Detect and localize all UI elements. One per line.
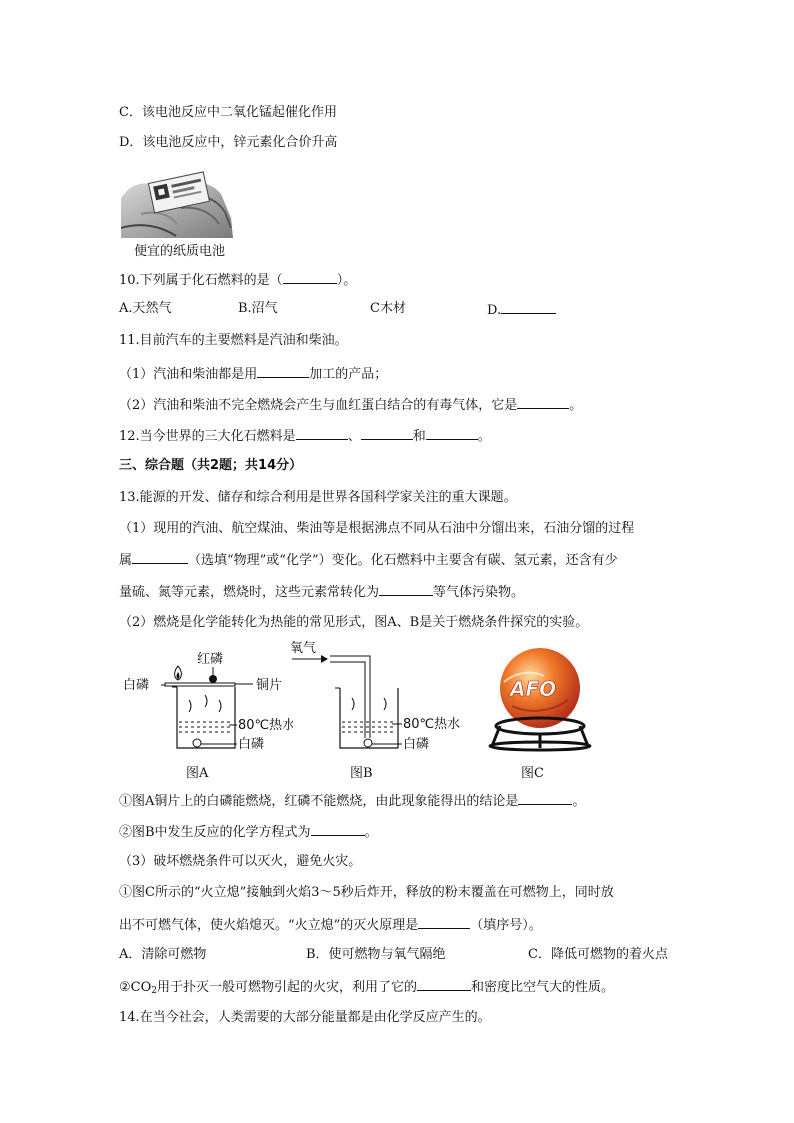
- fig-a-label-water: 80℃热水: [238, 718, 293, 733]
- fig-a-label-red-p: 红磷: [197, 652, 224, 667]
- q13-p1-line2: [119, 550, 618, 570]
- q11-stem: 11.目前汽车的主要燃料是汽油和柴油。: [119, 333, 348, 348]
- q13-p1-line3-text: 量硫、氮等元素，燃烧时，这些元素常转化为: [119, 585, 380, 600]
- q10-option-d-label: D.: [487, 303, 502, 318]
- q13-sub4-co: ②CO: [119, 980, 152, 995]
- fig-a-label-white-p-left: 白磷: [123, 678, 150, 693]
- fig-b-label-oxygen: 氧气: [290, 641, 317, 656]
- q13-option-b: B．使可燃物与氧气隔绝: [306, 947, 446, 962]
- q12-end: 。: [477, 429, 491, 444]
- q10-stem-text: 10.下列属于化石燃料的是（: [119, 273, 283, 288]
- q13-sub4-end: 和密度比空气大的性质。: [471, 980, 615, 995]
- q14-stem: 14.在当今社会，人类需要的大部分能量都是由化学反应产生的。: [119, 1010, 491, 1025]
- q11-part1-blank[interactable]: [257, 364, 309, 378]
- q11-part1: [119, 364, 387, 384]
- q13-p1-blank-1[interactable]: [132, 550, 188, 564]
- q10-option-b: B.沼气: [238, 301, 278, 316]
- q13-sub1-end: 。: [572, 794, 586, 809]
- q13-sub4-blank[interactable]: [417, 977, 471, 991]
- paper-battery-photo: [121, 168, 233, 238]
- q13-p1-line3: [119, 582, 524, 602]
- figure-b-caption: 图B: [350, 766, 373, 781]
- arrow-right-icon: [321, 655, 328, 663]
- photo-caption: 便宜的纸质电池: [134, 244, 226, 259]
- figure-c-caption: 图C: [521, 766, 544, 781]
- q13-p3: （3）破坏燃烧条件可以灭火，避免火灾。: [119, 854, 362, 869]
- q12-stem-text: 12.当今世界的三大化石燃料是: [119, 429, 296, 444]
- section-3-title: 三、综合题（共2题；共14分）: [119, 458, 303, 473]
- figure-b: [288, 638, 468, 754]
- q10-option-d-blank[interactable]: [501, 300, 556, 314]
- q13-sub4-text: 用于扑灭一般可燃物引起的火灾，利用了它的: [157, 980, 418, 995]
- fig-b-label-water: 80℃热水: [403, 717, 461, 732]
- fig-a-label-white-p-bottom: 白磷: [238, 737, 265, 752]
- q13-sub4: [119, 977, 614, 1000]
- q10-blank[interactable]: [283, 270, 337, 284]
- q12-stem: [119, 426, 491, 446]
- red-phosphorus-dot: [209, 675, 217, 683]
- figure-a-caption: 图A: [186, 766, 209, 781]
- q13-option-a: A．清除可燃物: [119, 947, 207, 962]
- fig-b-label-white-p: 白磷: [403, 737, 430, 752]
- q11-part2-text: （2）汽油和柴油不完全燃烧会产生与血红蛋白结合的有毒气体，它是: [119, 398, 518, 413]
- q12-sep-2: 和: [412, 429, 426, 444]
- q13-sub3-blank[interactable]: [418, 915, 470, 929]
- q13-sub1: [119, 791, 585, 811]
- q11-part2-blank[interactable]: [517, 395, 569, 409]
- q11-part2: [119, 395, 582, 415]
- q13-sub3-line2: [119, 915, 542, 935]
- q11-part2-end: 。: [569, 398, 583, 413]
- q11-part1-end: 加工的产品；: [309, 367, 388, 382]
- q13-sub3-line2-text: 出不可燃气体，使火焰熄灭。“火立熄”的灭火原理是: [119, 918, 419, 933]
- q10-option-c: C木材: [370, 301, 406, 316]
- q9-option-c: C．该电池反应中二氧化锰起催化作用: [119, 105, 337, 120]
- q13-option-c: C．降低可燃物的着火点: [528, 947, 668, 962]
- q11-part1-text: （1）汽油和柴油都是用: [119, 367, 258, 382]
- q12-sep-1: 、: [347, 429, 361, 444]
- q12-blank-1[interactable]: [296, 426, 348, 440]
- q13-sub1-blank[interactable]: [518, 791, 572, 805]
- q13-sub1-text: ①图A铜片上的白磷能燃烧，红磷不能燃烧，由此现象能得出的结论是: [119, 794, 519, 809]
- q13-p1-line2-text: 属: [119, 553, 133, 568]
- q13-p1-line2-end: （选填“物理”或“化学”）变化。化石燃料中主要含有碳、氢元素，还含有少: [188, 553, 618, 568]
- q10-stem-end: ）。: [336, 273, 357, 288]
- q12-blank-2[interactable]: [361, 426, 413, 440]
- fig-a-label-copper: 铜片: [256, 678, 283, 693]
- q13-p2: （2）燃烧是化学能转化为热能的常见形式，图A、B是关于燃烧条件探究的实验。: [119, 615, 589, 630]
- q10-option-d: [487, 300, 556, 320]
- q13-stem: 13.能源的开发、储存和综合利用是世界各国科学家关注的重大课题。: [119, 490, 517, 505]
- q12-blank-3[interactable]: [426, 426, 478, 440]
- q13-sub2-blank[interactable]: [311, 822, 365, 836]
- q13-p1-blank-2[interactable]: [379, 582, 433, 596]
- q10-stem: [119, 270, 356, 290]
- q13-p1-line3-end: 等气体污染物。: [433, 585, 525, 600]
- figure-a: [117, 645, 293, 755]
- q13-p1-line1: （1）现用的汽油、航空煤油、柴油等是根据沸点不同从石油中分馏出来，石油分馏的过程: [119, 521, 635, 536]
- ball-text: AFO: [510, 677, 557, 701]
- q13-sub2-end: 。: [364, 825, 378, 840]
- q13-sub4-subscript: 2: [151, 986, 157, 996]
- q13-sub3-line1: ①图C所示的“火立熄”接触到火焰3～5秒后炸开，释放的粉末覆盖在可燃物上，同时放: [119, 885, 614, 900]
- figure-c-photo: [482, 642, 596, 754]
- q10-option-a: A.天然气: [119, 301, 172, 316]
- copper-sheet: [165, 683, 235, 686]
- q13-sub2: [119, 822, 378, 842]
- q13-sub2-text: ②图B中发生反应的化学方程式为: [119, 825, 311, 840]
- q9-option-d: D．该电池反应中，锌元素化合价升高: [119, 135, 338, 150]
- q13-sub3-line2-end: （填序号）。: [470, 918, 542, 933]
